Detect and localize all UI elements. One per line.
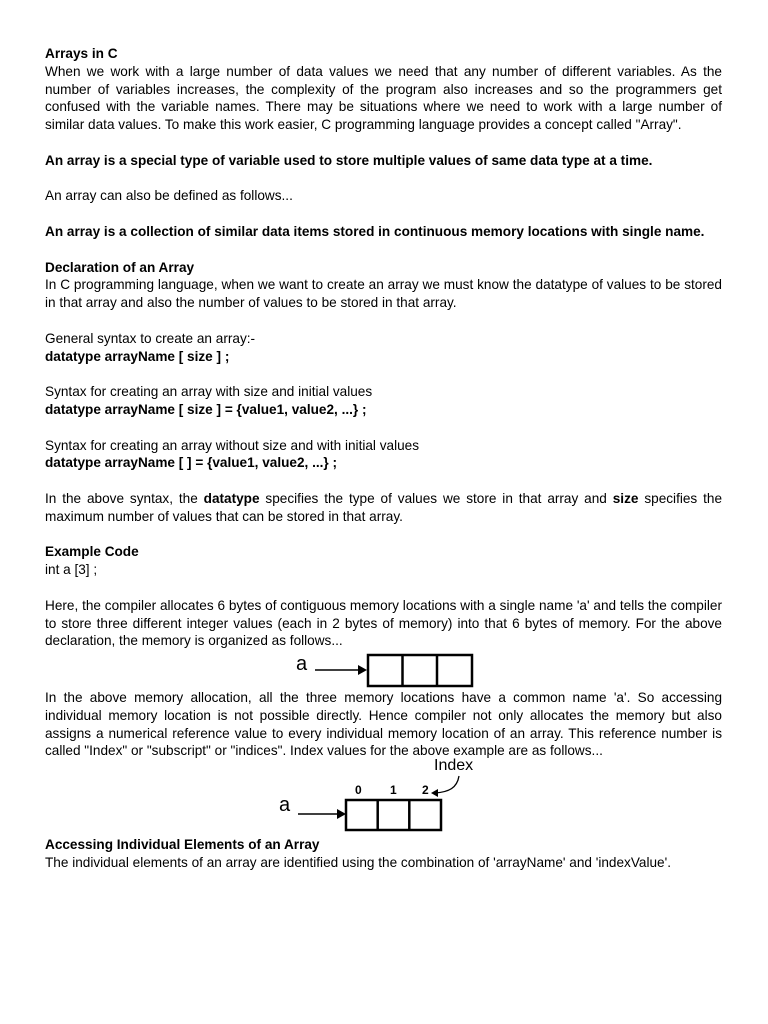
index-2: 2 bbox=[422, 783, 429, 798]
memory-block-2 bbox=[346, 800, 441, 830]
heading-accessing-elements: Accessing Individual Elements of an Array bbox=[45, 837, 320, 853]
declaration-paragraph: In C programming language, when we want to create an array we must know the datatype of values to be stored in that array and also the number of values to be stored in that array. bbox=[45, 277, 722, 311]
index-pointer-arrow bbox=[435, 776, 459, 793]
explain-pre: In the above syntax, the bbox=[45, 490, 204, 506]
index-arrow-head-icon bbox=[431, 789, 438, 797]
memory-block bbox=[368, 655, 472, 686]
syntax-3-code: datatype arrayName [ ] = {value1, value2, ...} ; bbox=[45, 455, 338, 471]
syntax-1-code: datatype arrayName [ size ] ; bbox=[45, 348, 230, 364]
arrow-head-icon bbox=[358, 665, 367, 675]
keyword-size: size bbox=[612, 490, 639, 506]
index-1: 1 bbox=[390, 783, 397, 798]
accessing-paragraph: The individual elements of an array are identified using the combination of 'arrayName' and 'indexValue'. bbox=[45, 855, 671, 871]
syntax-explanation bbox=[45, 490, 722, 526]
explain-mid: specifies the type of values we store in that array and bbox=[259, 490, 613, 506]
heading-arrays-in-c: Arrays in C bbox=[45, 46, 118, 61]
index-diagram bbox=[295, 762, 465, 836]
definition-2: An array is a collection of similar data items stored in continuous memory locations with single name. bbox=[45, 223, 705, 239]
heading-example-code: Example Code bbox=[45, 544, 139, 560]
index-figure bbox=[45, 757, 722, 836]
keyword-datatype: datatype bbox=[203, 490, 260, 506]
example-code: int a [3] ; bbox=[45, 562, 98, 578]
syntax-2-code: datatype arrayName [ size ] = {value1, value2, ...} ; bbox=[45, 401, 367, 417]
syntax-3-label: Syntax for creating an array without size and with initial values bbox=[45, 437, 420, 453]
memory-diagram bbox=[313, 653, 475, 689]
syntax-2-label: Syntax for creating an array with size and initial values bbox=[45, 384, 373, 400]
array-name-label-2: a bbox=[279, 794, 291, 817]
intro-paragraph: When we work with a large number of data values we need that any number of different variables. As the number of variables increases, the complexity of the program also increases and so the programmers get confused with the variable names. There may be situations where we need to work with a large number of similar data values. To make this work easier, C programming language provides a concept called "Array". bbox=[45, 63, 722, 133]
example-paragraph: Here, the compiler allocates 6 bytes of contiguous memory locations with a single name 'a' and tells the compiler to store three different integer values (each in 2 bytes of memory) into that 6 bytes of memory. For the above declaration, the memory is organized as follows... bbox=[45, 597, 722, 649]
memory-figure bbox=[45, 653, 722, 689]
definition-1: An array is a special type of variable used to store multiple values of same data type at a time. bbox=[45, 152, 653, 168]
array-name-label: a bbox=[296, 653, 308, 676]
syntax-1-label: General syntax to create an array:- bbox=[45, 330, 256, 346]
also-defined-text: An array can also be defined as follows... bbox=[45, 188, 293, 204]
document-page bbox=[45, 45, 722, 872]
allocation-paragraph: In the above memory allocation, all the three memory locations have a common name 'a'. So accessing individual memory location is not possible directly. Hence compiler not only allocates the memory but also assigns a numerical reference value to every individual memory location of an array. This reference number is called "Index" or "subscript" or "indices". Index values for the above example are as follows... bbox=[45, 690, 722, 759]
explain-post: specifies the maximum number of values that can be stored in that array. bbox=[45, 490, 723, 524]
heading-declaration: Declaration of an Array bbox=[45, 259, 195, 275]
index-0: 0 bbox=[355, 783, 362, 798]
index-label: Index bbox=[434, 757, 474, 775]
arrow-head-icon-2 bbox=[337, 809, 346, 819]
